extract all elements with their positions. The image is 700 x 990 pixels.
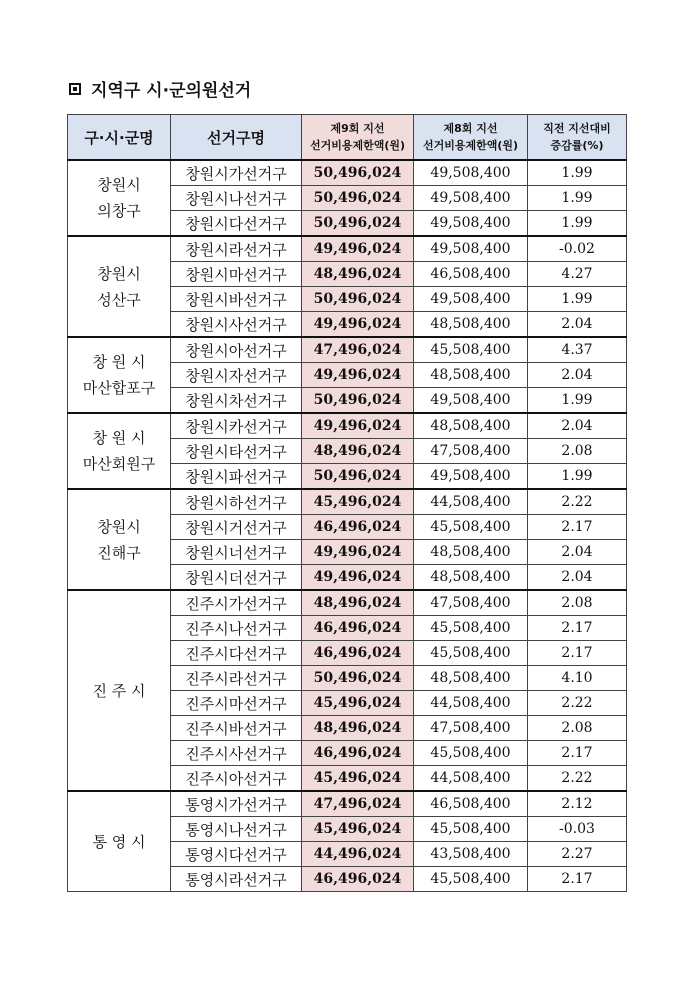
district-name-cell: 진주시가선거구: [171, 590, 302, 616]
ninth-limit-cell: 45,496,024: [302, 691, 414, 716]
eighth-limit-cell: 48,508,400: [414, 666, 528, 691]
change-rate-cell: 2.04: [528, 540, 627, 565]
table-row: [68, 489, 627, 515]
eighth-limit-cell: 49,508,400: [414, 287, 528, 312]
section-title: [69, 76, 251, 101]
eighth-limit-cell: 49,508,400: [414, 236, 528, 262]
ninth-limit-cell: 46,496,024: [302, 867, 414, 892]
eighth-limit-cell: 49,508,400: [414, 186, 528, 211]
eighth-limit-cell: 49,508,400: [414, 211, 528, 237]
change-rate-cell: -0.03: [528, 817, 627, 842]
district-name-cell: 통영시나선거구: [171, 817, 302, 842]
ninth-limit-cell: 48,496,024: [302, 439, 414, 464]
eighth-limit-cell: 46,508,400: [414, 262, 528, 287]
district-group-name-line2: 마산합포구: [82, 379, 156, 397]
district-name-cell: 통영시가선거구: [171, 791, 302, 817]
district-name-cell: 창원시하선거구: [171, 489, 302, 515]
district-name-cell: 진주시나선거구: [171, 616, 302, 641]
district-name-cell: 창원시가선거구: [171, 160, 302, 186]
district-group-cell: [68, 590, 171, 791]
ninth-limit-cell: 48,496,024: [302, 716, 414, 741]
district-name-cell: 진주시아선거구: [171, 766, 302, 792]
district-name-cell: 창원시타선거구: [171, 439, 302, 464]
ninth-limit-cell: 50,496,024: [302, 160, 414, 186]
change-rate-cell: 2.04: [528, 363, 627, 388]
eighth-limit-cell: 45,508,400: [414, 867, 528, 892]
ninth-limit-cell: 50,496,024: [302, 464, 414, 490]
district-group-name-line2: 의창구: [97, 202, 141, 220]
ninth-limit-cell: 50,496,024: [302, 287, 414, 312]
ninth-limit-cell: 50,496,024: [302, 388, 414, 414]
header-change-line1: 직전 지선대비: [543, 122, 611, 135]
change-rate-cell: 2.04: [528, 565, 627, 591]
eighth-limit-cell: 48,508,400: [414, 540, 528, 565]
ninth-limit-cell: 45,496,024: [302, 766, 414, 792]
table-header-row: [68, 115, 627, 161]
change-rate-cell: 2.04: [528, 312, 627, 338]
district-group-cell: [68, 489, 171, 590]
election-cost-table: [67, 114, 627, 892]
change-rate-cell: 2.17: [528, 867, 627, 892]
district-group-cell: [68, 337, 171, 413]
eighth-limit-cell: 49,508,400: [414, 388, 528, 414]
ninth-limit-cell: 47,496,024: [302, 337, 414, 363]
district-name-cell: 창원시거선거구: [171, 515, 302, 540]
district-group-name-line1: 창 원 시: [92, 429, 146, 447]
district-name-cell: 진주시바선거구: [171, 716, 302, 741]
table-row: [68, 337, 627, 363]
ninth-limit-cell: 46,496,024: [302, 641, 414, 666]
change-rate-cell: 2.17: [528, 741, 627, 766]
eighth-limit-cell: 46,508,400: [414, 791, 528, 817]
ninth-limit-cell: 46,496,024: [302, 741, 414, 766]
district-name-cell: 창원시아선거구: [171, 337, 302, 363]
district-name-cell: 창원시마선거구: [171, 262, 302, 287]
district-name-cell: 창원시사선거구: [171, 312, 302, 338]
table-body: [68, 160, 627, 892]
change-rate-cell: 2.17: [528, 616, 627, 641]
change-rate-cell: 2.08: [528, 590, 627, 616]
district-name-cell: 창원시카선거구: [171, 413, 302, 439]
district-group-name-line2: 성산구: [97, 290, 141, 309]
header-change-line2: 증감률(%): [550, 139, 604, 152]
change-rate-cell: 1.99: [528, 287, 627, 312]
change-rate-cell: 2.12: [528, 791, 627, 817]
ninth-limit-cell: 49,496,024: [302, 565, 414, 591]
district-name-cell: 진주시다선거구: [171, 641, 302, 666]
eighth-limit-cell: 49,508,400: [414, 464, 528, 490]
ninth-limit-cell: 49,496,024: [302, 236, 414, 262]
ninth-limit-cell: 50,496,024: [302, 211, 414, 237]
change-rate-cell: 2.22: [528, 691, 627, 716]
change-rate-cell: 2.27: [528, 842, 627, 867]
eighth-limit-cell: 45,508,400: [414, 817, 528, 842]
district-group-name-line1: 진 주 시: [92, 681, 146, 700]
ninth-limit-cell: 50,496,024: [302, 666, 414, 691]
change-rate-cell: 4.37: [528, 337, 627, 363]
district-group-name-line2: 마산회원구: [82, 455, 156, 473]
ninth-limit-cell: 44,496,024: [302, 842, 414, 867]
eighth-limit-cell: 47,508,400: [414, 590, 528, 616]
eighth-limit-cell: 45,508,400: [414, 616, 528, 641]
district-name-cell: 진주시사선거구: [171, 741, 302, 766]
eighth-limit-cell: 47,508,400: [414, 716, 528, 741]
ninth-limit-cell: 46,496,024: [302, 515, 414, 540]
change-rate-cell: 2.08: [528, 439, 627, 464]
change-rate-cell: -0.02: [528, 236, 627, 262]
change-rate-cell: 2.22: [528, 766, 627, 792]
district-name-cell: 통영시라선거구: [171, 867, 302, 892]
district-group-name-line1: 창원시: [97, 264, 141, 283]
header-change-rate: [528, 115, 627, 161]
square-bullet-icon: [69, 83, 81, 95]
district-group-cell: [68, 160, 171, 236]
ninth-limit-cell: 48,496,024: [302, 262, 414, 287]
change-rate-cell: 1.99: [528, 388, 627, 414]
district-name-cell: 창원시자선거구: [171, 363, 302, 388]
district-group-name-line1: 통 영 시: [92, 832, 146, 851]
change-rate-cell: 2.17: [528, 515, 627, 540]
district-group-name-line1: 창원시: [97, 176, 141, 194]
eighth-limit-cell: 45,508,400: [414, 641, 528, 666]
eighth-limit-cell: 45,508,400: [414, 515, 528, 540]
header-eighth-line2: 선거비용제한액(원): [422, 139, 519, 152]
ninth-limit-cell: 47,496,024: [302, 791, 414, 817]
ninth-limit-cell: 49,496,024: [302, 363, 414, 388]
change-rate-cell: 1.99: [528, 186, 627, 211]
change-rate-cell: 1.99: [528, 464, 627, 490]
header-eighth-limit: [414, 115, 528, 161]
district-name-cell: 창원시나선거구: [171, 186, 302, 211]
district-name-cell: 창원시바선거구: [171, 287, 302, 312]
ninth-limit-cell: 49,496,024: [302, 413, 414, 439]
section-title-text: 지역구 시·군의원선거: [91, 81, 252, 101]
district-group-name-line1: 창 원 시: [92, 353, 146, 371]
change-rate-cell: 2.08: [528, 716, 627, 741]
header-eighth-line1: 제8회 지선: [443, 122, 498, 135]
eighth-limit-cell: 48,508,400: [414, 565, 528, 591]
district-name-cell: 진주시라선거구: [171, 666, 302, 691]
change-rate-cell: 2.22: [528, 489, 627, 515]
district-group-cell: [68, 791, 171, 892]
header-ninth-line2: 선거비용제한액(원): [309, 139, 406, 152]
eighth-limit-cell: 48,508,400: [414, 363, 528, 388]
change-rate-cell: 4.10: [528, 666, 627, 691]
district-group-cell: [68, 413, 171, 489]
table-row: [68, 236, 627, 262]
district-name-cell: 통영시다선거구: [171, 842, 302, 867]
district-name-cell: 창원시차선거구: [171, 388, 302, 414]
eighth-limit-cell: 43,508,400: [414, 842, 528, 867]
ninth-limit-cell: 45,496,024: [302, 817, 414, 842]
eighth-limit-cell: 47,508,400: [414, 439, 528, 464]
eighth-limit-cell: 44,508,400: [414, 489, 528, 515]
eighth-limit-cell: 45,508,400: [414, 337, 528, 363]
change-rate-cell: 1.99: [528, 211, 627, 237]
district-name-cell: 창원시다선거구: [171, 211, 302, 237]
district-group-cell: [68, 236, 171, 337]
table-row: [68, 413, 627, 439]
eighth-limit-cell: 44,508,400: [414, 766, 528, 792]
change-rate-cell: 2.04: [528, 413, 627, 439]
table-row: [68, 791, 627, 817]
district-name-cell: 진주시마선거구: [171, 691, 302, 716]
change-rate-cell: 1.99: [528, 160, 627, 186]
district-name-cell: 창원시라선거구: [171, 236, 302, 262]
eighth-limit-cell: 48,508,400: [414, 312, 528, 338]
ninth-limit-cell: 48,496,024: [302, 590, 414, 616]
header-district: 선거구명: [171, 115, 302, 161]
ninth-limit-cell: 49,496,024: [302, 540, 414, 565]
district-group-name-line2: 진해구: [97, 543, 141, 562]
eighth-limit-cell: 44,508,400: [414, 691, 528, 716]
district-name-cell: 창원시파선거구: [171, 464, 302, 490]
ninth-limit-cell: 46,496,024: [302, 616, 414, 641]
district-group-name-line1: 창원시: [97, 517, 141, 536]
district-name-cell: 창원시너선거구: [171, 540, 302, 565]
district-name-cell: 창원시더선거구: [171, 565, 302, 591]
eighth-limit-cell: 48,508,400: [414, 413, 528, 439]
header-ninth-limit: [302, 115, 414, 161]
ninth-limit-cell: 50,496,024: [302, 186, 414, 211]
eighth-limit-cell: 49,508,400: [414, 160, 528, 186]
change-rate-cell: 4.27: [528, 262, 627, 287]
header-ninth-line1: 제9회 지선: [330, 122, 385, 135]
table-row: [68, 590, 627, 616]
table-row: [68, 160, 627, 186]
eighth-limit-cell: 45,508,400: [414, 741, 528, 766]
change-rate-cell: 2.17: [528, 641, 627, 666]
header-district-group: 구·시·군명: [68, 115, 171, 161]
ninth-limit-cell: 45,496,024: [302, 489, 414, 515]
ninth-limit-cell: 49,496,024: [302, 312, 414, 338]
